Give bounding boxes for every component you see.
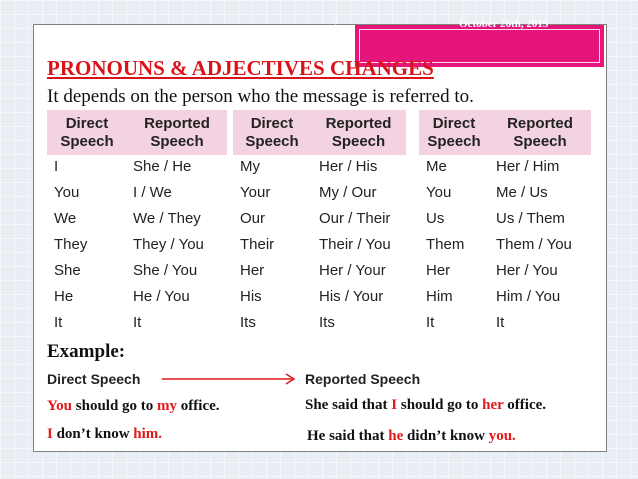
table-cell: We / They	[133, 210, 201, 227]
reported-sentence-1	[305, 397, 546, 414]
sentence-part: should go to	[397, 397, 483, 413]
table-cell: It	[426, 314, 435, 331]
table-cell: I	[54, 158, 59, 175]
object-pronoun-table	[419, 110, 591, 338]
table-cell: Her / His	[319, 158, 378, 175]
adjective-table	[233, 110, 406, 338]
sentence-part: You	[47, 398, 73, 414]
table-cell: Them	[426, 236, 465, 253]
slide-number: 7	[333, 18, 339, 30]
table-header-direct: Direct Speech	[233, 110, 311, 155]
table-cell: They / You	[133, 236, 204, 253]
table-cell: She / He	[133, 158, 192, 175]
table-cell: They	[54, 236, 88, 253]
table-cell: Me / Us	[496, 184, 548, 201]
sentence-part: I	[47, 426, 53, 442]
slide-date: October 26th, 2015	[459, 18, 549, 30]
arrow-right-icon	[162, 373, 302, 385]
table-cell: Her / You	[496, 262, 558, 279]
sentence-part: he	[388, 428, 404, 444]
table-cell: My	[240, 158, 260, 175]
table-cell: Her / Him	[496, 158, 560, 175]
sentence-part: He said that	[307, 428, 389, 444]
table-cell: Me	[426, 158, 447, 175]
table-cell: I / We	[133, 184, 172, 201]
table-cell: Our	[240, 210, 266, 227]
table-header-direct: Direct Speech	[47, 110, 127, 155]
sentence-part: office.	[503, 397, 547, 413]
sentence-part: I	[391, 397, 398, 413]
table-header-direct: Direct Speech	[419, 110, 489, 155]
table-cell: Him / You	[496, 288, 561, 305]
page-subtitle: It depends on the person who the message is referred to.	[47, 86, 474, 107]
table-cell: We	[54, 210, 77, 227]
table-header-reported: Reported Speech	[127, 110, 227, 155]
sentence-part: She said that	[305, 397, 392, 413]
sentence-part: her	[482, 397, 504, 413]
sentence-part: don’t know	[52, 426, 134, 442]
example-heading: Example:	[47, 341, 126, 362]
table-cell: Their	[240, 236, 275, 253]
table-cell: It	[54, 314, 63, 331]
table-cell: She / You	[133, 262, 198, 279]
sentence-part: you.	[488, 428, 516, 444]
table-cell: His	[240, 288, 262, 305]
table-cell: It	[133, 314, 142, 331]
reported-speech-label: Reported Speech	[305, 371, 421, 387]
table-cell: He	[54, 288, 74, 305]
table-cell: Your	[240, 184, 271, 201]
table-cell: My / Our	[319, 184, 377, 201]
sentence-part: should go to	[72, 398, 158, 414]
sentence-part: office.	[177, 398, 220, 414]
table-cell: His / Your	[319, 288, 384, 305]
table-cell: Us	[426, 210, 445, 227]
table-cell: Its	[240, 314, 256, 331]
table-cell: You	[426, 184, 452, 201]
table-cell: Our / Their	[319, 210, 391, 227]
table-header-reported: Reported Speech	[311, 110, 406, 155]
pronoun-table	[47, 110, 227, 338]
sentence-part: didn’t know	[403, 428, 489, 444]
sentence-part: him.	[133, 426, 163, 442]
direct-speech-label: Direct Speech	[47, 371, 141, 387]
sentence-part: my	[157, 398, 178, 414]
table-cell: Her / Your	[319, 262, 386, 279]
page-title: PRONOUNS & ADJECTIVES CHANGES	[47, 56, 434, 80]
table-cell: Her	[240, 262, 265, 279]
table-cell: You	[54, 184, 80, 201]
table-cell: It	[496, 314, 505, 331]
table-cell: Its	[319, 314, 335, 331]
table-cell: Their / You	[319, 236, 391, 253]
table-cell: Her	[426, 262, 451, 279]
direct-sentence-1	[47, 398, 220, 415]
table-header-reported: Reported Speech	[489, 110, 591, 155]
table-cell: He / You	[133, 288, 190, 305]
reported-sentence-2	[307, 428, 516, 445]
table-cell: Them / You	[496, 236, 572, 253]
table-cell: She	[54, 262, 81, 279]
table-cell: Him	[426, 288, 453, 305]
direct-sentence-2	[47, 426, 162, 443]
table-cell: Us / Them	[496, 210, 565, 227]
